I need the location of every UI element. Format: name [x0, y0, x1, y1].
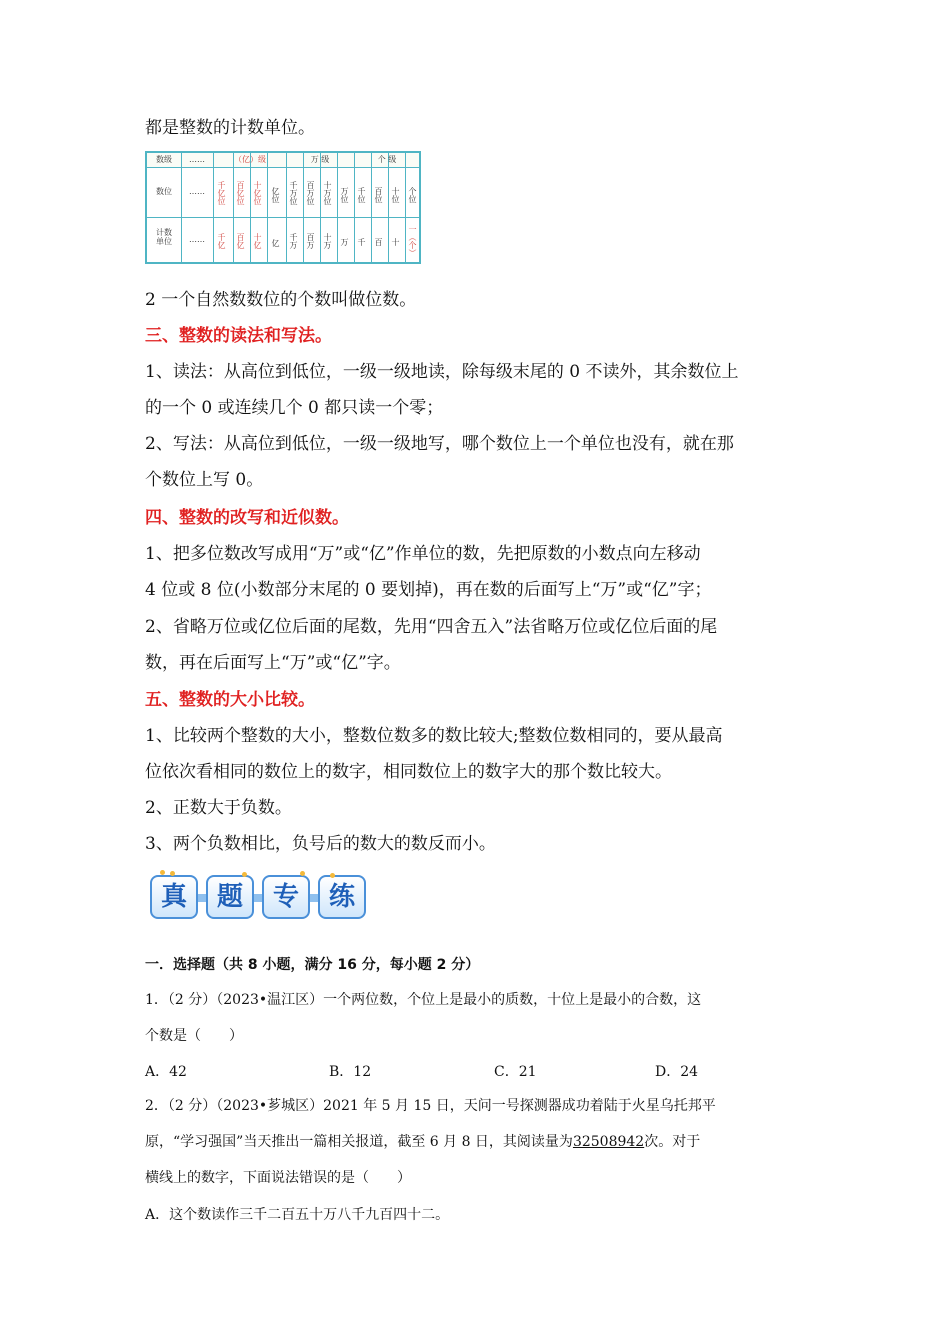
unit-cell: 百万: [306, 233, 315, 249]
option-a: A．这个数读作三千二百五十万八千九百四十二。: [145, 1207, 450, 1223]
option-b: B．12: [329, 1064, 372, 1080]
unit-cell: 千亿: [217, 233, 226, 249]
text-line: 数，再在后面写上“万”或“亿”字。: [145, 653, 401, 673]
unit-cell: 百: [374, 238, 383, 246]
banner-char: 专: [262, 875, 310, 919]
unit-cell: 千万: [289, 233, 298, 249]
question-2-text: 原，“学习强国”当天推出一篇相关报道，截至 6 月 8 日，其阅读量为: [145, 1134, 573, 1150]
decor-dot: [170, 871, 175, 876]
row-dots: ……: [189, 235, 205, 244]
place-cell: 十万位: [323, 181, 332, 205]
decor-dot: [300, 871, 305, 876]
place-cell: 百万位: [306, 181, 315, 205]
question-1-line: 1．（2 分）（2023•温江区）一个两位数，个位上是最小的质数，十位上是最小的合数，这: [145, 992, 702, 1008]
header-wan: 万 级: [310, 155, 330, 164]
section-heading: 四、整数的改写和近似数。: [145, 508, 349, 528]
section-heading: 五、整数的大小比较。: [145, 690, 315, 710]
practice-banner: [150, 870, 368, 920]
text-line: 位依次看相同的数位上的数字，相同数位上的数字大的那个数比较大。: [145, 762, 672, 782]
unit-cell: 亿: [271, 239, 280, 247]
place-cell: 十亿位: [253, 181, 262, 205]
section-heading: 三、整数的读法和写法。: [145, 326, 332, 346]
underlined-number: 32508942: [572, 1134, 645, 1150]
unit-cell: 万: [340, 238, 349, 246]
question-1-line: 个数是（ ）: [145, 1028, 243, 1044]
section-title: 一．选择题（共 8 小题，满分 16 分，每小题 2 分）: [145, 957, 480, 973]
decor-dot: [160, 870, 165, 875]
place-cell: 千万位: [289, 181, 298, 205]
unit-cell: 十亿: [253, 233, 262, 249]
text-line: 1、把多位数改写成用“万”或“亿”作单位的数，先把原数的小数点向左移动: [145, 544, 701, 564]
text-line: 2 一个自然数数位的个数叫做位数。: [145, 290, 417, 310]
text-line: 都是整数的计数单位。: [145, 118, 315, 138]
place-cell: 个位: [408, 187, 417, 203]
row-label-place: 数位: [156, 187, 172, 196]
header-ge: 个 级: [377, 155, 397, 164]
unit-cell: 十万: [323, 233, 332, 249]
place-cell: 百亿位: [236, 181, 245, 205]
text-line: 2、写法：从高位到低位，一级一级地写，哪个数位上一个单位也没有，就在那: [145, 434, 734, 454]
banner-char: 题: [206, 875, 254, 919]
place-cell: 千位: [357, 187, 366, 203]
banner-char: 真: [150, 875, 198, 919]
option-a: A．42: [145, 1064, 187, 1080]
question-2-line: 2．（2 分）（2023•芗城区）2021 年 5 月 15 日，天问一号探测器成功着陆于火星乌托邦平: [145, 1098, 716, 1114]
text-line: 个数位上写 0。: [145, 470, 264, 490]
header-dots: ……: [189, 155, 205, 164]
question-2-line: [145, 1132, 700, 1152]
place-cell: 千亿位: [217, 181, 226, 205]
place-cell: 十位: [391, 187, 400, 203]
question-2-line: 横线上的数字，下面说法错误的是（ ）: [145, 1170, 411, 1186]
text-line: 3、两个负数相比，负号后的数大的数反而小。: [145, 834, 496, 854]
header-yi: （亿）级: [234, 155, 266, 164]
banner-char: 练: [318, 875, 366, 919]
unit-cell: 十: [391, 238, 400, 246]
question-2-text: 次。对于: [644, 1134, 701, 1150]
place-cell: 百位: [374, 187, 383, 203]
option-d: D．24: [655, 1064, 699, 1080]
text-line: 2、正数大于负数。: [145, 798, 292, 818]
option-c: C．21: [494, 1064, 537, 1080]
text-line: 4 位或 8 位(小数部分末尾的 0 要划掉)，再在数的后面写上“万”或“亿”字；: [145, 580, 712, 600]
place-value-table: [145, 151, 421, 264]
text-line: 1、读法：从高位到低位，一级一级地读，除每级末尾的 0 不读外，其余数位上: [145, 362, 739, 382]
decor-dot: [330, 873, 335, 878]
row-dots: ……: [189, 187, 205, 196]
unit-cell: 百亿: [236, 233, 245, 249]
header-level: 数级: [156, 155, 172, 164]
place-cell: 万位: [340, 187, 349, 203]
text-line: 2、省略万位或亿位后面的尾数，先用“四舍五入”法省略万位或亿位后面的尾: [145, 617, 718, 637]
text-line: 的一个 0 或连续几个 0 都只读一个零；: [145, 398, 444, 418]
text-line: 1、比较两个整数的大小，整数位数多的数比较大;整数位数相同的，要从最高: [145, 726, 723, 746]
unit-cell: 一（个）: [408, 225, 417, 257]
row-label-unit: 计数单位: [156, 228, 172, 246]
unit-cell: 千: [357, 238, 366, 246]
decor-dot: [242, 872, 247, 877]
place-cell: 亿位: [271, 187, 280, 203]
